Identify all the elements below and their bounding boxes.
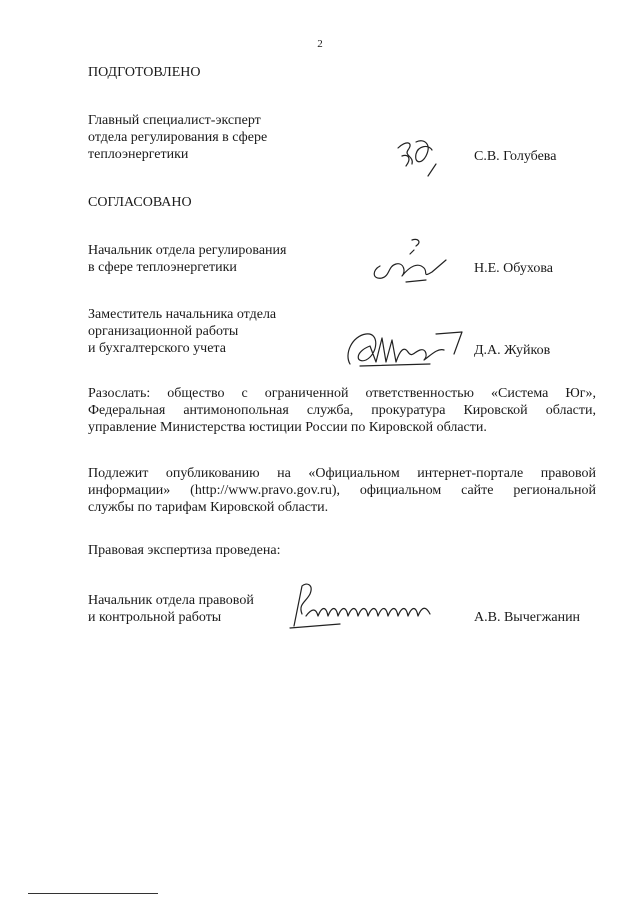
agreed-position-line: и бухгалтерского учета xyxy=(88,341,226,356)
prepared-name: С.В. Голубева xyxy=(474,149,557,164)
agreed-person-2-name: Д.А. Жуйков xyxy=(474,343,551,358)
prepared-position-line: Главный специалист-эксперт xyxy=(88,113,261,128)
signature-zhuikov xyxy=(340,324,472,372)
legal-review-position-line: и контрольной работы xyxy=(88,610,222,625)
agreed-position-line: организационной работы xyxy=(88,324,239,339)
agreed-person-2-position xyxy=(88,306,276,357)
agreed-position-line: Начальник отдела регулирования xyxy=(88,243,287,258)
publication-line: службы по тарифам Кировской области. xyxy=(88,500,329,515)
publication-paragraph xyxy=(88,465,596,516)
prepared-position-line: теплоэнергетики xyxy=(88,147,189,162)
signature-obukhova xyxy=(366,236,452,292)
agreed-position-line: Заместитель начальника отдела xyxy=(88,307,277,322)
prepared-position-line: отдела регулирования в сфере xyxy=(88,130,268,145)
agreed-person-1-name: Н.Е. Обухова xyxy=(474,261,553,276)
publication-line: информации» (http://www.pravo.gov.ru), официальном сайте региональной xyxy=(88,483,596,498)
legal-review-name: А.В. Вычегжанин xyxy=(474,610,581,625)
page-number: 2 xyxy=(317,38,323,50)
publication-line: Подлежит опубликованию на «Официальном интернет-портале правовой xyxy=(88,466,596,481)
legal-review-position xyxy=(88,592,254,626)
signature-golubeva xyxy=(392,134,446,178)
distribution-line: Федеральная антимонопольная служба, прокуратура Кировской области, xyxy=(88,403,596,418)
distribution-line: управление Министерства юстиции России по Кировской области. xyxy=(88,420,487,435)
distribution-paragraph xyxy=(88,385,596,436)
agreed-person-1-position xyxy=(88,242,286,276)
legal-review-position-line: Начальник отдела правовой xyxy=(88,593,254,608)
legal-review-text: Правовая экспертиза проведена: xyxy=(88,543,281,558)
bottom-rule xyxy=(28,893,158,894)
agreed-heading: СОГЛАСОВАНО xyxy=(88,195,192,210)
prepared-position xyxy=(88,112,267,163)
prepared-heading: ПОДГОТОВЛЕНО xyxy=(88,65,201,80)
signature-vychegzhanin xyxy=(280,580,446,634)
distribution-line: Разослать: общество с ограниченной ответственностью «Система Юг», xyxy=(88,386,596,401)
agreed-position-line: в сфере теплоэнергетики xyxy=(88,260,237,275)
